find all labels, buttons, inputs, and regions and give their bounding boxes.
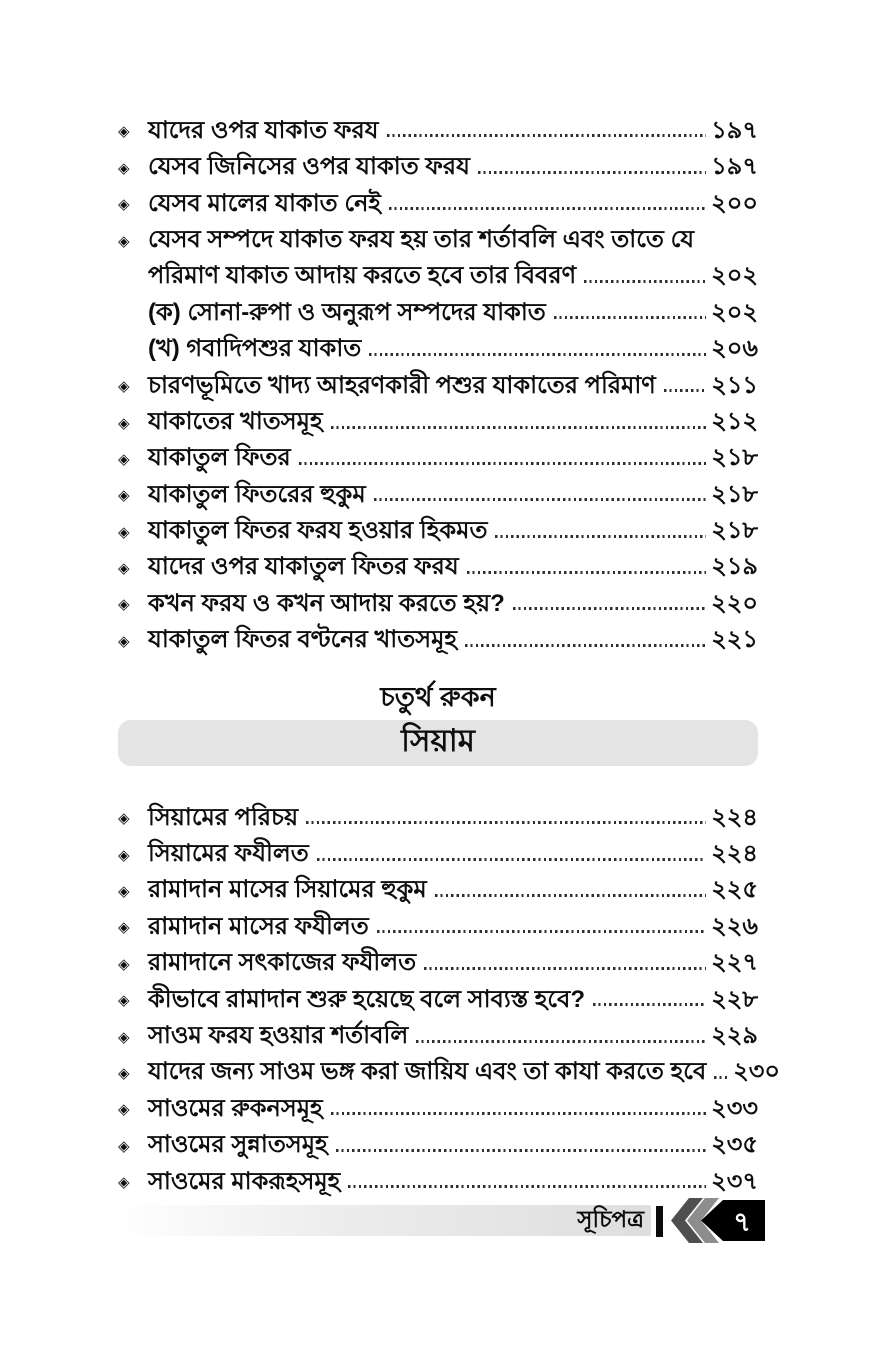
- diamond-bullet-icon: ◈: [118, 846, 130, 864]
- footer-bar: [115, 1205, 651, 1236]
- toc-section-zakat: [118, 110, 758, 656]
- diamond-bullet-icon: ◈: [118, 560, 130, 578]
- section-kicker: চতুর্থ রুকন: [380, 681, 496, 712]
- toc-entry: [118, 183, 758, 219]
- toc-entry-label: যাকাতুল ফিতর বণ্টনের খাতসমূহ: [148, 626, 458, 654]
- footer-section-label: সূচিপত্র: [577, 1206, 644, 1232]
- dot-leader: [593, 1003, 706, 1006]
- dot-leader: [331, 1112, 707, 1115]
- page-number-badge: [671, 1198, 767, 1243]
- toc-entry: [118, 979, 758, 1015]
- dot-leader: [387, 134, 707, 137]
- toc-entry: [118, 256, 758, 292]
- toc-entry-label: রামাদান মাসের ফযীলত: [148, 912, 369, 940]
- toc-entry-page: ২২৫: [711, 876, 758, 904]
- toc-entry-label: সাওমের মাকরূহসমূহ: [148, 1167, 341, 1195]
- toc-entry-label: যাদের জন্য সাওম ভঙ্গ করা জায়িয এবং তা কাযা করতে হবে: [148, 1058, 707, 1086]
- toc-entry-page: ২০২: [711, 298, 758, 326]
- toc-entry-label: যাকাতুল ফিতর ফরয হওয়ার হিকমত: [148, 517, 488, 545]
- dot-leader: [495, 535, 706, 538]
- toc-entry-page: ২১৯: [711, 553, 758, 581]
- diamond-bullet-icon: ◈: [118, 883, 130, 901]
- diamond-bullet-icon: ◈: [118, 919, 130, 937]
- dot-leader: [389, 207, 706, 210]
- dot-leader: [348, 1185, 706, 1188]
- toc-entry-page: ২২৬: [711, 912, 758, 940]
- toc-entry-label: সাওমের সুন্নাতসমূহ: [148, 1131, 328, 1159]
- toc-entry-label: (ক) সোনা-রুপা ও অনুরূপ সম্পদের যাকাত: [148, 298, 546, 326]
- toc-entry: [118, 1124, 758, 1160]
- toc-entry-label: যাদের ওপর যাকাত ফরয: [148, 116, 379, 144]
- dot-leader: [664, 389, 706, 392]
- toc-entry: [118, 474, 758, 510]
- toc-entry-label: যাকাতুল ফিতর: [148, 444, 291, 472]
- toc-entry-label: সাওমের রুকনসমূহ: [148, 1094, 323, 1122]
- toc-entry-page: ২২৪: [711, 803, 758, 831]
- dot-leader: [369, 353, 706, 356]
- toc-entry-label: পরিমাণ যাকাত আদায় করতে হবে তার বিবরণ: [148, 262, 577, 290]
- toc-section-siyam: [118, 797, 781, 1197]
- toc-entry: [118, 438, 758, 474]
- toc-entry-page: ২২১: [711, 626, 758, 654]
- dot-leader: [467, 571, 707, 574]
- toc-entry-label: কখন ফরয ও কখন আদায় করতে হয়?: [148, 589, 505, 617]
- diamond-bullet-icon: ◈: [118, 1064, 130, 1082]
- dot-leader: [299, 462, 707, 465]
- toc-entry-page: ২২৪: [711, 840, 758, 868]
- diamond-bullet-icon: ◈: [118, 487, 130, 505]
- toc-entry-label: রামাদানে সৎকাজের ফযীলত: [148, 949, 417, 977]
- toc-entry-page: ২২০: [711, 589, 758, 617]
- toc-entry-label: কীভাবে রামাদান শুরু হয়েছে বলে সাব্যস্ত হবে?: [148, 985, 586, 1013]
- dot-leader: [317, 858, 706, 861]
- toc-entry: [118, 942, 758, 978]
- diamond-bullet-icon: ◈: [118, 955, 130, 973]
- toc-entry-page: ২১৮: [711, 480, 758, 508]
- toc-entry-label: যেসব সম্পদে যাকাত ফরয হয় তার শর্তাবলি এবং তাতে যে: [148, 225, 695, 253]
- dot-leader: [584, 280, 706, 283]
- diamond-bullet-icon: ◈: [118, 378, 130, 396]
- toc-entry: [118, 146, 758, 182]
- diamond-bullet-icon: ◈: [118, 1174, 130, 1192]
- dot-leader: [714, 1076, 728, 1079]
- section-heading: [118, 680, 758, 766]
- toc-entry: [118, 1052, 781, 1088]
- toc-entry: [118, 365, 758, 401]
- toc-entry: [118, 833, 758, 869]
- diamond-bullet-icon: ◈: [118, 632, 130, 650]
- toc-entry: [118, 219, 758, 255]
- toc-entry-label: (খ) গবাদিপশুর যাকাত: [148, 335, 362, 363]
- toc-entry-label: চারণভূমিতে খাদ্য আহরণকারী পশুর যাকাতের পরিমাণ: [148, 371, 656, 399]
- diamond-bullet-icon: ◈: [118, 1137, 130, 1155]
- toc-entry-page: ২০০: [711, 189, 758, 217]
- toc-entry-page: ২১৮: [711, 444, 758, 472]
- toc-entry-page: ২৩৭: [711, 1167, 758, 1195]
- toc-entry: [118, 1015, 758, 1051]
- toc-entry-page: ২০৬: [711, 335, 758, 363]
- toc-entry-label: সিয়ামের পরিচয়: [148, 803, 299, 831]
- diamond-bullet-icon: ◈: [118, 414, 130, 432]
- toc-entry-page: ২৩৩: [711, 1094, 758, 1122]
- diamond-bullet-icon: ◈: [118, 523, 130, 541]
- toc-entry-page: ২১১: [711, 371, 758, 399]
- dot-leader: [374, 498, 707, 501]
- toc-entry: [118, 1161, 758, 1197]
- dot-leader: [331, 426, 707, 429]
- diamond-bullet-icon: ◈: [118, 1101, 130, 1119]
- toc-entry-page: ২৩৫: [711, 1131, 758, 1159]
- dot-leader: [435, 894, 706, 897]
- footer-page-number: ৭: [733, 1207, 751, 1237]
- toc-entry: [118, 110, 758, 146]
- section-gap: [118, 766, 758, 797]
- toc-entry-page: ২৩০: [733, 1058, 781, 1086]
- toc-entry: [118, 619, 758, 655]
- diamond-bullet-icon: ◈: [118, 450, 130, 468]
- section-title: সিয়াম: [401, 722, 475, 758]
- diamond-bullet-icon: ◈: [118, 232, 130, 250]
- diamond-bullet-icon: ◈: [118, 1028, 130, 1046]
- diamond-bullet-icon: ◈: [118, 159, 130, 177]
- toc-entry-page: ২২৯: [711, 1022, 758, 1049]
- toc-entry-page: ১৯৭: [711, 116, 758, 144]
- toc-entry-label: যাকাতের খাতসমূহ: [148, 407, 323, 435]
- dot-leader: [465, 644, 706, 647]
- toc-entry-label: যেসব জিনিসের ওপর যাকাত ফরয: [148, 153, 470, 181]
- toc-entry-label: রামাদান মাসের সিয়ামের হুকুম: [148, 876, 427, 904]
- dot-leader: [478, 171, 706, 174]
- toc-entry: [118, 328, 758, 364]
- dot-leader: [554, 316, 706, 319]
- diamond-bullet-icon: ◈: [118, 810, 130, 828]
- toc-entry-page: ২১২: [711, 407, 758, 435]
- toc-entry: [118, 906, 758, 942]
- toc-entry-page: ২২৮: [711, 985, 758, 1013]
- dot-leader: [416, 1040, 706, 1043]
- toc-entry-label: সাওম ফরয হওয়ার শর্তাবলি: [148, 1022, 409, 1049]
- toc-entry-label: যাকাতুল ফিতরের হুকুম: [148, 480, 366, 508]
- toc-entry: [118, 797, 758, 833]
- toc-entry-page: ১৯৭: [711, 153, 758, 181]
- diamond-bullet-icon: ◈: [118, 196, 130, 214]
- dot-leader: [377, 930, 706, 933]
- toc-entry-page: ২১৮: [711, 517, 758, 545]
- diamond-bullet-icon: ◈: [118, 596, 130, 614]
- toc-entry: [118, 870, 758, 906]
- toc-entry: [118, 292, 758, 328]
- section-title-box: [118, 720, 758, 766]
- dot-leader: [424, 967, 706, 970]
- dot-leader: [306, 821, 706, 824]
- toc-entry: [118, 547, 758, 583]
- toc-entry: [118, 1088, 758, 1124]
- toc-entry: [118, 401, 758, 437]
- toc-entry-label: যাদের ওপর যাকাতুল ফিতর ফরয: [148, 553, 459, 581]
- diamond-bullet-icon: ◈: [118, 992, 130, 1010]
- toc-content: [118, 110, 781, 1197]
- toc-entry: [118, 583, 758, 619]
- toc-entry: [118, 510, 758, 546]
- toc-entry-page: ২০২: [711, 262, 758, 290]
- diamond-bullet-icon: ◈: [118, 123, 130, 141]
- toc-entry-page: ২২৭: [711, 949, 758, 977]
- dot-leader: [513, 607, 706, 610]
- dot-leader: [336, 1149, 707, 1152]
- toc-entry-label: সিয়ামের ফযীলত: [148, 840, 309, 868]
- toc-entry-label: যেসব মালের যাকাত নেই: [148, 189, 381, 217]
- footer-divider: [656, 1206, 663, 1237]
